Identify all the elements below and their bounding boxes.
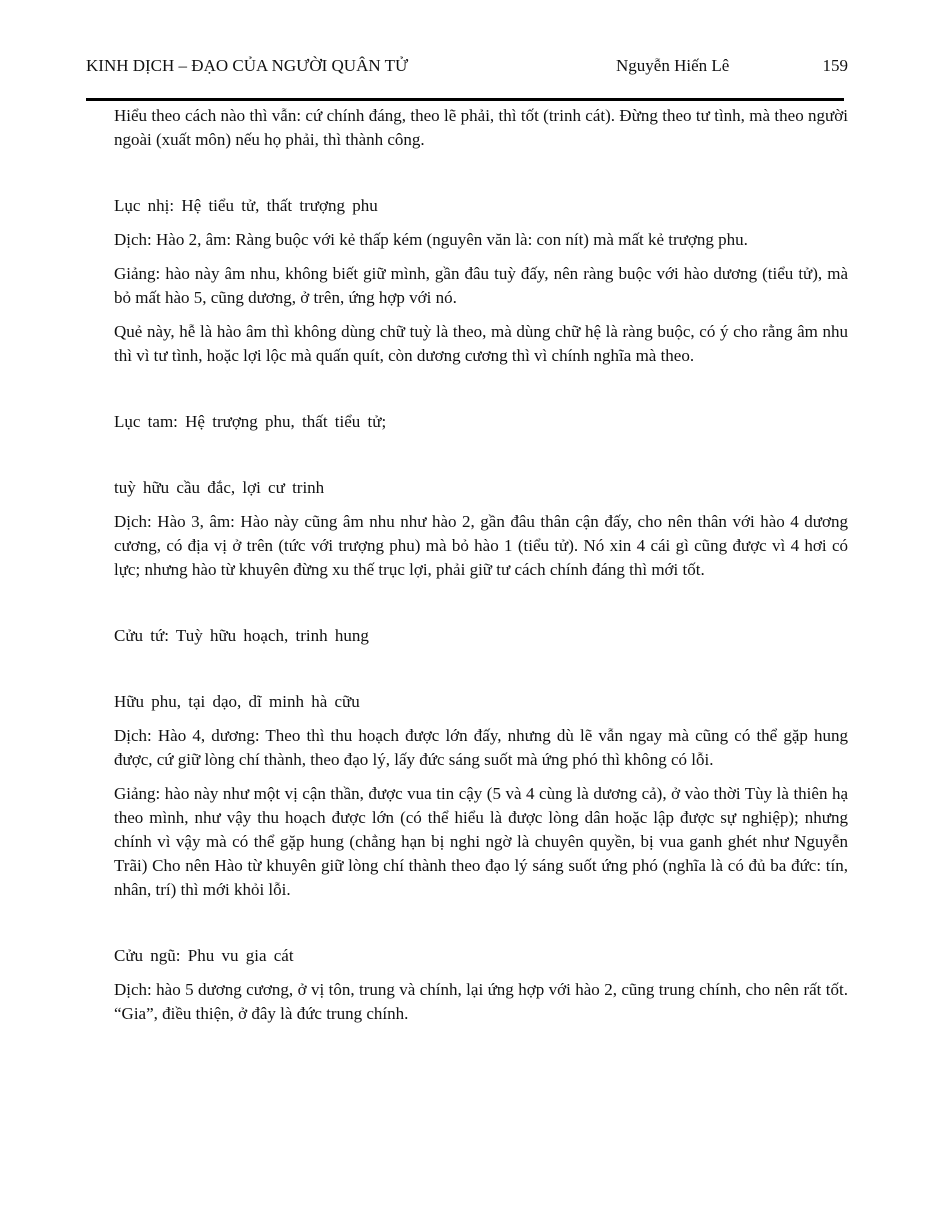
paragraph: Dịch: Hào 3, âm: Hào này cũng âm nhu như hào 2, gần đâu thân cận đấy, cho nên thân với hào 4 dương cương, có địa vị ở trên (tức với trượng phu) mà bỏ hào 1 (tiểu tử). Nó xin 4 cái gì cũng được vì 4 hơi có lực; nhưng hào từ khuyên đừng xu thế trục lợi, phải giữ tư cách chính đáng thì mới tốt. (114, 512, 848, 579)
verse-line: Lục tam: Hệ trượng phu, thất tiểu tử; (114, 412, 387, 431)
book-title: KINH DỊCH – ĐẠO CỦA NGƯỜI QUÂN TỬ (86, 56, 409, 75)
verse-line: Cửu tứ: Tuỳ hữu hoạch, trinh hung (114, 626, 369, 645)
verse-line: Hữu phu, tại dạo, dĩ minh hà cữu (114, 692, 360, 711)
page-body (114, 104, 848, 1026)
author-name: Nguyễn Hiến Lê (616, 56, 730, 75)
header-rule (86, 98, 844, 101)
paragraph: Quẻ này, hễ là hào âm thì không dùng chữ tuỳ là theo, mà dùng chữ hệ là ràng buộc, có ý cho rằng âm nhu thì vì tư tình, hoặc lợi lộc mà quấn quít, còn dương cương thì vì chính nghĩa mà theo. (114, 322, 848, 365)
verse-line: tuỳ hữu cầu đắc, lợi cư trinh (114, 478, 325, 497)
page-header (86, 56, 848, 82)
paragraph: Hiểu theo cách nào thì vẫn: cứ chính đáng, theo lẽ phải, thì tốt (trinh cát). Đừng theo tư tình, mà theo người ngoài (xuất môn) nếu họ phải, thì thành công. (114, 106, 848, 149)
page-number: 159 (822, 56, 848, 75)
paragraph: Dịch: hào 5 dương cương, ở vị tôn, trung và chính, lại ứng hợp với hào 2, cũng trung chính, cho nên rất tốt. “Gia”, điều thiện, ở đây là đức trung chính. (114, 980, 848, 1023)
paragraph: Giảng: hào này âm nhu, không biết giữ mình, gần đâu tuỳ đấy, nên ràng buộc với hào dương (tiểu tử), mà bỏ mất hào 5, cũng dương, ở trên, ứng hợp với nó. (114, 264, 848, 307)
paragraph: Dịch: Hào 2, âm: Ràng buộc với kẻ thấp kém (nguyên văn là: con nít) mà mất kẻ trượng phu. (114, 230, 748, 249)
verse-line: Lục nhị: Hệ tiểu tử, thất trượng phu (114, 196, 378, 215)
paragraph: Dịch: Hào 4, dương: Theo thì thu hoạch được lớn đấy, nhưng dù lẽ vẫn ngay mà cũng có thể gặp hung được, cứ giữ lòng chí thành, theo đạo lý, lấy đức sáng suốt mà ứng phó thì không có lỗi. (114, 726, 848, 769)
paragraph: Giảng: hào này như một vị cận thần, được vua tin cậy (5 và 4 cùng là dương cả), ở vào thời Tùy là thiên hạ theo mình, như vậy thu hoạch được lớn (có thể hiểu là được lòng dân hoặc lập được sự nghiệp); nhưng chính vì vậy mà có thể gặp hung (chẳng hạn bị nghi ngờ là chuyên quyền, bị vua ganh ghét như Nguyễn Trãi) Cho nên Hào từ khuyên giữ lòng chí thành theo đạo lý sáng suốt ứng phó (nghĩa là có đủ ba đức: tín, nhân, trí) thì mới khỏi lỗi. (114, 784, 848, 899)
verse-line: Cửu ngũ: Phu vu gia cát (114, 946, 294, 965)
